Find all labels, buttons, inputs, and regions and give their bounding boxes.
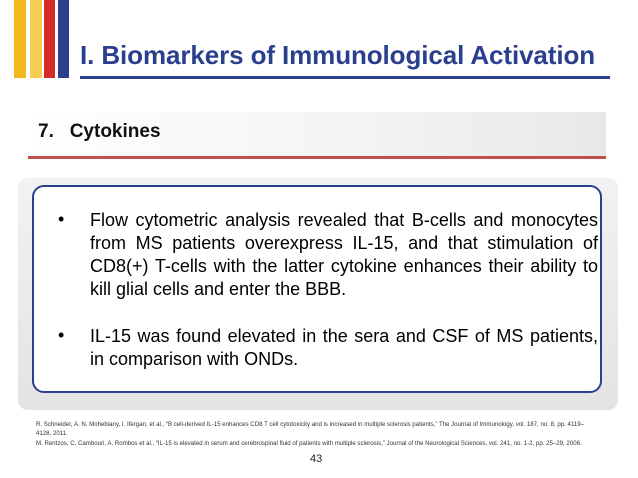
decorative-bar-gold	[14, 0, 26, 78]
bullet-marker: •	[58, 209, 65, 229]
bullet-text: Flow cytometric analysis revealed that B-cells and monocytes from MS patients overexpress IL-15, and that stimulation of CD8(+) T-cells with the latter cytokine enhances their ability to kill glial cells and enter the BBB.	[90, 210, 598, 299]
slide-title: I. Biomarkers of Immunological Activation	[80, 40, 596, 70]
title-underline	[80, 76, 610, 79]
page-number: 43	[310, 453, 323, 465]
decorative-bar-red	[44, 0, 55, 78]
references	[36, 420, 596, 448]
section-underline	[28, 156, 606, 159]
reference-item: R. Schneider, A. N. Mohebiany, I. Ifergan, et al., “B cell-derived IL-15 enhances CD8 T cell cytotoxicity and is increased in multiple sclerosis patients,” The Journal of Immunology, vol. 187, no. 8, pp. 4119–4128, 2011.	[36, 421, 585, 438]
decorative-bar-light-gold	[30, 0, 42, 78]
section-heading-text: Cytokines	[69, 121, 161, 142]
bullet-marker: •	[58, 325, 65, 345]
content-box	[32, 185, 602, 393]
section-heading	[38, 121, 161, 143]
reference-item: M. Rentzos, C. Cambouri, A. Rombos et al., “IL-15 is elevated in serum and cerebrospinal fluid of patients with multiple sclerosis,” Journal of the Neurological Sciences, vol. 241, no. 1-2, pp. 25–29, 2006.	[36, 439, 582, 447]
section-number: 7.	[38, 121, 54, 142]
bullet-text: IL-15 was found elevated in the sera and CSF of MS patients, in comparison with ONDs.	[90, 326, 598, 369]
decorative-bar-navy	[58, 0, 69, 78]
